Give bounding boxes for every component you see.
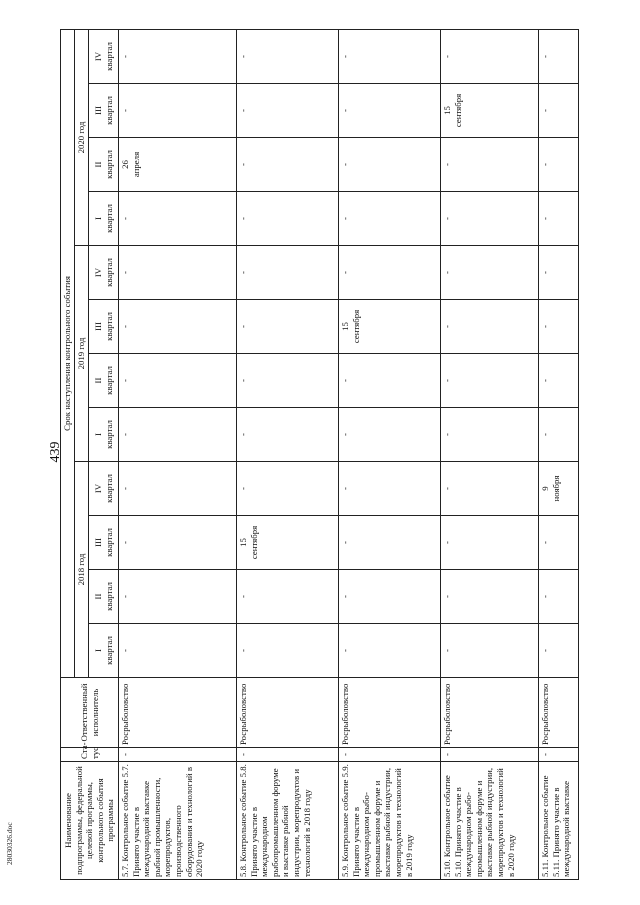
quarter-cell <box>539 246 579 300</box>
quarter-cell <box>339 408 441 462</box>
date-day: 15 <box>340 322 350 331</box>
header-status: Ста-тус <box>61 748 119 762</box>
empty-dash: - <box>238 325 248 328</box>
header-year-2020: 2020 год <box>75 29 89 245</box>
header-quarter-roman: I <box>92 217 103 220</box>
date-day: 26 <box>120 160 130 169</box>
quarter-cell <box>339 570 441 624</box>
quarter-cell <box>237 29 339 83</box>
header-quarter-roman: III <box>92 538 103 547</box>
row-responsible: Росрыболовство <box>339 678 441 748</box>
quarter-cell <box>441 516 539 570</box>
quarter-cell <box>441 624 539 678</box>
empty-dash: - <box>238 217 248 220</box>
quarter-cell <box>119 408 237 462</box>
header-responsible: Ответственный исполнитель <box>61 678 119 748</box>
table-row <box>441 29 539 879</box>
empty-dash: - <box>120 109 130 112</box>
row-responsible: Росрыболовство <box>119 678 237 748</box>
header-quarter <box>89 192 119 246</box>
quarter-cell <box>441 408 539 462</box>
quarter-cell <box>119 516 237 570</box>
date-day: 15 <box>238 538 248 547</box>
quarter-cell <box>441 246 539 300</box>
header-quarter-label: квартал <box>103 528 114 557</box>
row-status: - <box>539 748 579 762</box>
empty-dash: - <box>540 595 550 598</box>
quarter-cell <box>539 29 579 83</box>
table-row <box>237 29 339 879</box>
empty-dash: - <box>442 595 452 598</box>
quarter-cell <box>441 570 539 624</box>
empty-dash: - <box>340 649 350 652</box>
empty-dash: - <box>238 433 248 436</box>
empty-dash: - <box>540 163 550 166</box>
empty-dash: - <box>540 541 550 544</box>
empty-dash: - <box>540 109 550 112</box>
date-month: апреля <box>130 151 141 178</box>
date-day: 15 <box>442 106 452 115</box>
row-name: 5.7. Контрольное событие 5.7. Принято участие в международной выставке рыбной промышленности, морепродуктов, производственного оборудования и технологий в 2020 году <box>119 762 237 880</box>
empty-dash: - <box>340 379 350 382</box>
date-month: сентября <box>350 309 361 344</box>
header-quarter-roman: I <box>92 433 103 436</box>
empty-dash: - <box>442 163 452 166</box>
quarter-cell <box>237 246 339 300</box>
header-year-2018: 2018 год <box>75 462 89 678</box>
quarter-cell <box>539 408 579 462</box>
quarter-cell <box>539 354 579 408</box>
quarter-cell <box>237 192 339 246</box>
quarter-cell <box>119 192 237 246</box>
quarter-cell <box>339 300 441 354</box>
empty-dash: - <box>238 595 248 598</box>
header-quarter <box>89 516 119 570</box>
row-responsible: Росрыболовство <box>237 678 339 748</box>
empty-dash: - <box>340 55 350 58</box>
rotated-table-wrapper <box>60 30 605 880</box>
header-quarter-label: квартал <box>103 42 114 71</box>
date-month: сентября <box>248 525 259 560</box>
empty-dash: - <box>442 649 452 652</box>
quarter-cell <box>119 246 237 300</box>
table-row <box>339 29 441 879</box>
empty-dash: - <box>442 433 452 436</box>
empty-dash: - <box>340 163 350 166</box>
empty-dash: - <box>238 649 248 652</box>
empty-dash: - <box>238 487 248 490</box>
empty-dash: - <box>540 271 550 274</box>
quarter-cell <box>237 462 339 516</box>
quarter-cell <box>539 624 579 678</box>
empty-dash: - <box>540 325 550 328</box>
quarter-cell <box>119 138 237 192</box>
quarter-cell <box>339 354 441 408</box>
empty-dash: - <box>238 109 248 112</box>
quarter-cell <box>119 570 237 624</box>
header-quarter-label: квартал <box>103 312 114 341</box>
date-month: ноября <box>550 475 561 502</box>
header-quarter-label: квартал <box>103 150 114 179</box>
header-quarter-roman: IV <box>92 51 103 62</box>
header-quarter <box>89 300 119 354</box>
row-status: - <box>237 748 339 762</box>
page-number: 439 <box>48 441 63 463</box>
row-status: - <box>119 748 237 762</box>
quarter-cell <box>539 84 579 138</box>
row-status: - <box>339 748 441 762</box>
empty-dash: - <box>540 433 550 436</box>
quarter-cell <box>237 624 339 678</box>
empty-dash: - <box>442 325 452 328</box>
empty-dash: - <box>442 55 452 58</box>
quarter-cell <box>237 570 339 624</box>
empty-dash: - <box>540 55 550 58</box>
header-quarter <box>89 354 119 408</box>
header-quarter <box>89 138 119 192</box>
header-quarter <box>89 570 119 624</box>
quarter-cell <box>539 138 579 192</box>
header-deadline-group: Срок наступления контрольного события <box>61 29 75 677</box>
empty-dash: - <box>120 379 130 382</box>
table-row <box>539 29 579 879</box>
quarter-cell <box>237 300 339 354</box>
empty-dash: - <box>442 271 452 274</box>
empty-dash: - <box>340 433 350 436</box>
quarter-cell <box>441 29 539 83</box>
row-responsible: Росрыболовство <box>539 678 579 748</box>
empty-dash: - <box>540 379 550 382</box>
schedule-table <box>60 29 579 880</box>
header-quarter-roman: II <box>92 377 103 384</box>
empty-dash: - <box>340 217 350 220</box>
header-quarter <box>89 408 119 462</box>
header-quarter-label: квартал <box>103 366 114 395</box>
empty-dash: - <box>238 379 248 382</box>
quarter-cell <box>119 300 237 354</box>
quarter-cell <box>339 516 441 570</box>
header-quarter <box>89 84 119 138</box>
empty-dash: - <box>340 271 350 274</box>
quarter-cell <box>119 84 237 138</box>
header-quarter-roman: IV <box>92 267 103 278</box>
header-quarter-label: квартал <box>103 96 114 125</box>
row-status: - <box>441 748 539 762</box>
quarter-cell <box>539 300 579 354</box>
empty-dash: - <box>540 649 550 652</box>
empty-dash: - <box>340 541 350 544</box>
quarter-cell <box>119 624 237 678</box>
quarter-cell <box>339 138 441 192</box>
quarter-cell <box>237 354 339 408</box>
empty-dash: - <box>120 55 130 58</box>
header-quarter-roman: II <box>92 593 103 600</box>
header-quarter <box>89 29 119 83</box>
quarter-cell <box>339 462 441 516</box>
quarter-cell <box>339 624 441 678</box>
quarter-cell <box>441 462 539 516</box>
quarter-cell <box>539 462 579 516</box>
quarter-cell <box>441 300 539 354</box>
header-quarter-roman: III <box>92 106 103 115</box>
quarter-cell <box>539 192 579 246</box>
empty-dash: - <box>540 217 550 220</box>
header-quarter-roman: I <box>92 649 103 652</box>
empty-dash: - <box>238 163 248 166</box>
quarter-cell <box>339 246 441 300</box>
empty-dash: - <box>120 271 130 274</box>
row-name: 5.8. Контрольное событие 5.8. Принято участие в международном рыбопромышленном форуме и выставке рыбной индустрии, морепродуктов и технологий в 2018 году <box>237 762 339 880</box>
quarter-cell <box>119 29 237 83</box>
row-name: 5.10. Контрольное событие 5.10. Принято участие в международном рыбо-промышленном форуме и выставке рыбной индустрии, морепродуктов и технологий в 2020 году <box>441 762 539 880</box>
empty-dash: - <box>340 487 350 490</box>
quarter-cell <box>237 138 339 192</box>
empty-dash: - <box>120 595 130 598</box>
empty-dash: - <box>442 487 452 490</box>
empty-dash: - <box>340 595 350 598</box>
table-row <box>119 29 237 879</box>
header-year-2019: 2019 год <box>75 246 89 462</box>
quarter-cell <box>339 192 441 246</box>
header-quarter-roman: II <box>92 161 103 168</box>
row-name: 5.11. Контрольное событие 5.11. Принято участие в международной выставке <box>539 762 579 880</box>
quarter-cell <box>237 84 339 138</box>
quarter-cell <box>441 354 539 408</box>
empty-dash: - <box>442 541 452 544</box>
header-quarter-label: квартал <box>103 582 114 611</box>
footer-filename: 28030326.doc <box>5 822 14 865</box>
date-day: 9 <box>540 486 550 491</box>
header-quarter-label: квартал <box>103 204 114 233</box>
header-name: Наименование подпрограммы, федеральной целевой программы, контрольного события программы <box>61 762 119 880</box>
quarter-cell <box>339 29 441 83</box>
empty-dash: - <box>120 217 130 220</box>
empty-dash: - <box>120 541 130 544</box>
header-quarter-label: квартал <box>103 258 114 287</box>
empty-dash: - <box>120 433 130 436</box>
header-quarter-label: квартал <box>103 474 114 503</box>
quarter-cell <box>119 462 237 516</box>
empty-dash: - <box>120 487 130 490</box>
quarter-cell <box>441 192 539 246</box>
quarter-cell <box>539 570 579 624</box>
header-quarter-label: квартал <box>103 420 114 449</box>
header-quarter-label: квартал <box>103 636 114 665</box>
empty-dash: - <box>120 649 130 652</box>
row-responsible: Росрыболовство <box>441 678 539 748</box>
header-row-1 <box>61 29 75 879</box>
row-name: 5.9. Контрольное событие 5.9. Принято участие в международном рыбо-промышленном форуме и выставке рыбной индустрии, морепродуктов и технологий в 2019 году <box>339 762 441 880</box>
quarter-cell <box>441 138 539 192</box>
quarter-cell <box>119 354 237 408</box>
header-quarter <box>89 624 119 678</box>
empty-dash: - <box>238 55 248 58</box>
quarter-cell <box>237 408 339 462</box>
quarter-cell <box>237 516 339 570</box>
header-quarter-roman: III <box>92 322 103 331</box>
header-quarter <box>89 462 119 516</box>
quarter-cell <box>339 84 441 138</box>
empty-dash: - <box>238 271 248 274</box>
empty-dash: - <box>340 109 350 112</box>
empty-dash: - <box>442 217 452 220</box>
empty-dash: - <box>442 379 452 382</box>
quarter-cell <box>441 84 539 138</box>
empty-dash: - <box>120 325 130 328</box>
quarter-cell <box>539 516 579 570</box>
header-quarter <box>89 246 119 300</box>
date-month: сентября <box>452 93 463 128</box>
header-quarter-roman: IV <box>92 483 103 494</box>
